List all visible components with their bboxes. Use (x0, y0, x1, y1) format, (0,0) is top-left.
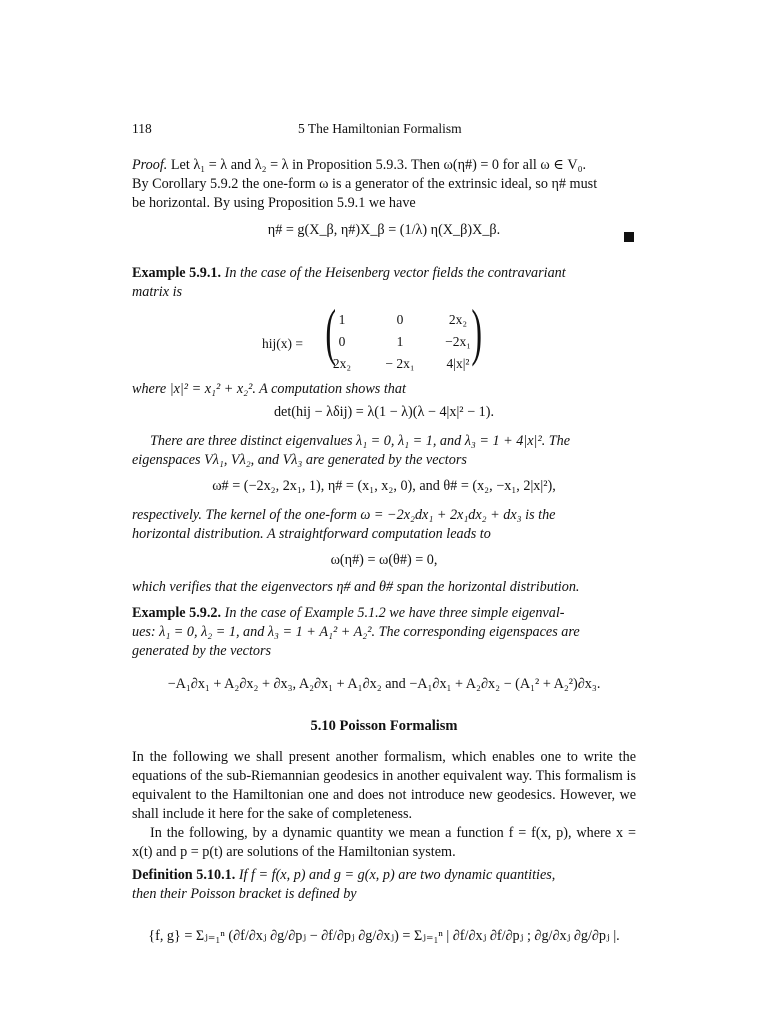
matrix-cell: −2x₁ (445, 334, 471, 349)
example-5-9-1-intro: Example 5.9.1. In the case of the Heisenberg vector fields the contravariant matrix is (132, 265, 566, 300)
eigenvalue-paragraph: There are three distinct eigenvalues λ₁ = 0, λ₁ = 1, and λ₃ = 1 + 4|x|². The eigenspaces Vλ₁, Vλ₂, and Vλ₃ are generated by the vectors (132, 433, 571, 468)
verifies-line: which verifies that the eigenvectors η# and θ# span the horizontal distribution. (132, 579, 580, 595)
eigenvectors-equation: ω# = (−2x₂, 2x₁, 1), η# = (x₁, x₂, 0), and θ# = (x₂, −x₁, 2|x|²), (212, 478, 556, 494)
page-number: 118 (132, 121, 152, 136)
eigenspace-vectors: −A₁∂x₁ + A₂∂x₂ + ∂x₃, A₂∂x₁ + A₁∂x₂ and −A₁∂x₁ + A₂∂x₂ − (A₁² + A₂²)∂x₃. (167, 676, 601, 692)
proof-line-3: be horizontal. By using Proposition 5.9.1 we have (132, 195, 416, 211)
where-line: where |x|² = x₁² + x₂². A computation shows that (132, 381, 406, 397)
proof-line-1: Let λ₁ = λ and λ₂ = λ in Proposition 5.9.3. Then ω(η#) = 0 for all ω ∈ V₀. (170, 157, 587, 173)
right-paren: ) (471, 296, 482, 367)
matrix-cell: 0 (396, 312, 404, 327)
proof-line-2: By Corollary 5.9.2 the one-form ω is a generator of the extrinsic ideal, so η# must (132, 176, 598, 192)
left-paren: ( (325, 296, 336, 367)
example-5-9-1-label: Example 5.9.1. (132, 265, 222, 281)
matrix-cell: 2x₂ (448, 312, 468, 327)
poisson-bracket-formula: {f, g} = Σⱼ₌₁ⁿ (∂f/∂xⱼ ∂g/∂pⱼ − ∂f/∂pⱼ ∂g/∂xⱼ) = Σⱼ₌₁ⁿ | ∂f/∂xⱼ ∂f/∂pⱼ ; ∂g/∂xⱼ ∂g/∂pⱼ |. (148, 928, 620, 944)
matrix-cell: 0 (338, 334, 346, 349)
example-5-9-2: Example 5.9.2. In the case of Example 5.1.2 we have three simple eigenval- ues: λ₁ = 0, λ₂ = 1, and λ₃ = 1 + A₁² + A₂². The corresponding eigenspaces are generated by the vectors (132, 605, 580, 659)
proof-paragraph (132, 156, 636, 213)
qed-mark (624, 232, 634, 242)
matrix-lhs: hij(x) = (262, 336, 303, 351)
omega-equation: ω(η#) = ω(θ#) = 0, (330, 552, 438, 568)
poisson-paragraph-1: In the following we shall present another formalism, which enables one to write the equations of the sub-Riemannian geodesics in another equivalent way. This formalism is equivalent to the Hamiltonian one and does not introduce new geodesics. However, we shall include it here for the sake of completeness. (132, 749, 636, 822)
proof-equation: η# = g(X_β, η#)X_β = (1/λ) η(X_β)X_β. (267, 222, 501, 238)
proof-label: Proof. (132, 157, 168, 173)
matrix-cell: 1 (338, 312, 346, 327)
poisson-paragraph-2: In the following, by a dynamic quantity we mean a function f = f(x, p), where x = x(t) and p = p(t) are solutions of the Hamiltonian system. (132, 825, 636, 860)
running-title: 5 The Hamiltonian Formalism (298, 121, 462, 136)
section-heading: 5.10 Poisson Formalism (310, 718, 458, 734)
definition-5-10-1: Definition 5.10.1. If f = f(x, p) and g = g(x, p) are two dynamic quantities, then their Poisson bracket is defined by (132, 867, 556, 902)
matrix-cell: 1 (396, 334, 404, 349)
example-5-9-2-label: Example 5.9.2. (132, 605, 222, 621)
matrix-cell: 2x₂ (332, 356, 352, 371)
matrix-cell: − 2x₁ (385, 356, 415, 371)
matrix-cell: 4|x|² (446, 356, 470, 371)
determinant-equation: det(hij − λδij) = λ(1 − λ)(λ − 4|x|² − 1). (273, 404, 495, 420)
kernel-paragraph: respectively. The kernel of the one-form ω = −2x₂dx₁ + 2x₁dx₂ + dx₃ is the horizontal distribution. A straightforward computation leads to (132, 507, 556, 542)
definition-label: Definition 5.10.1. (132, 867, 236, 883)
